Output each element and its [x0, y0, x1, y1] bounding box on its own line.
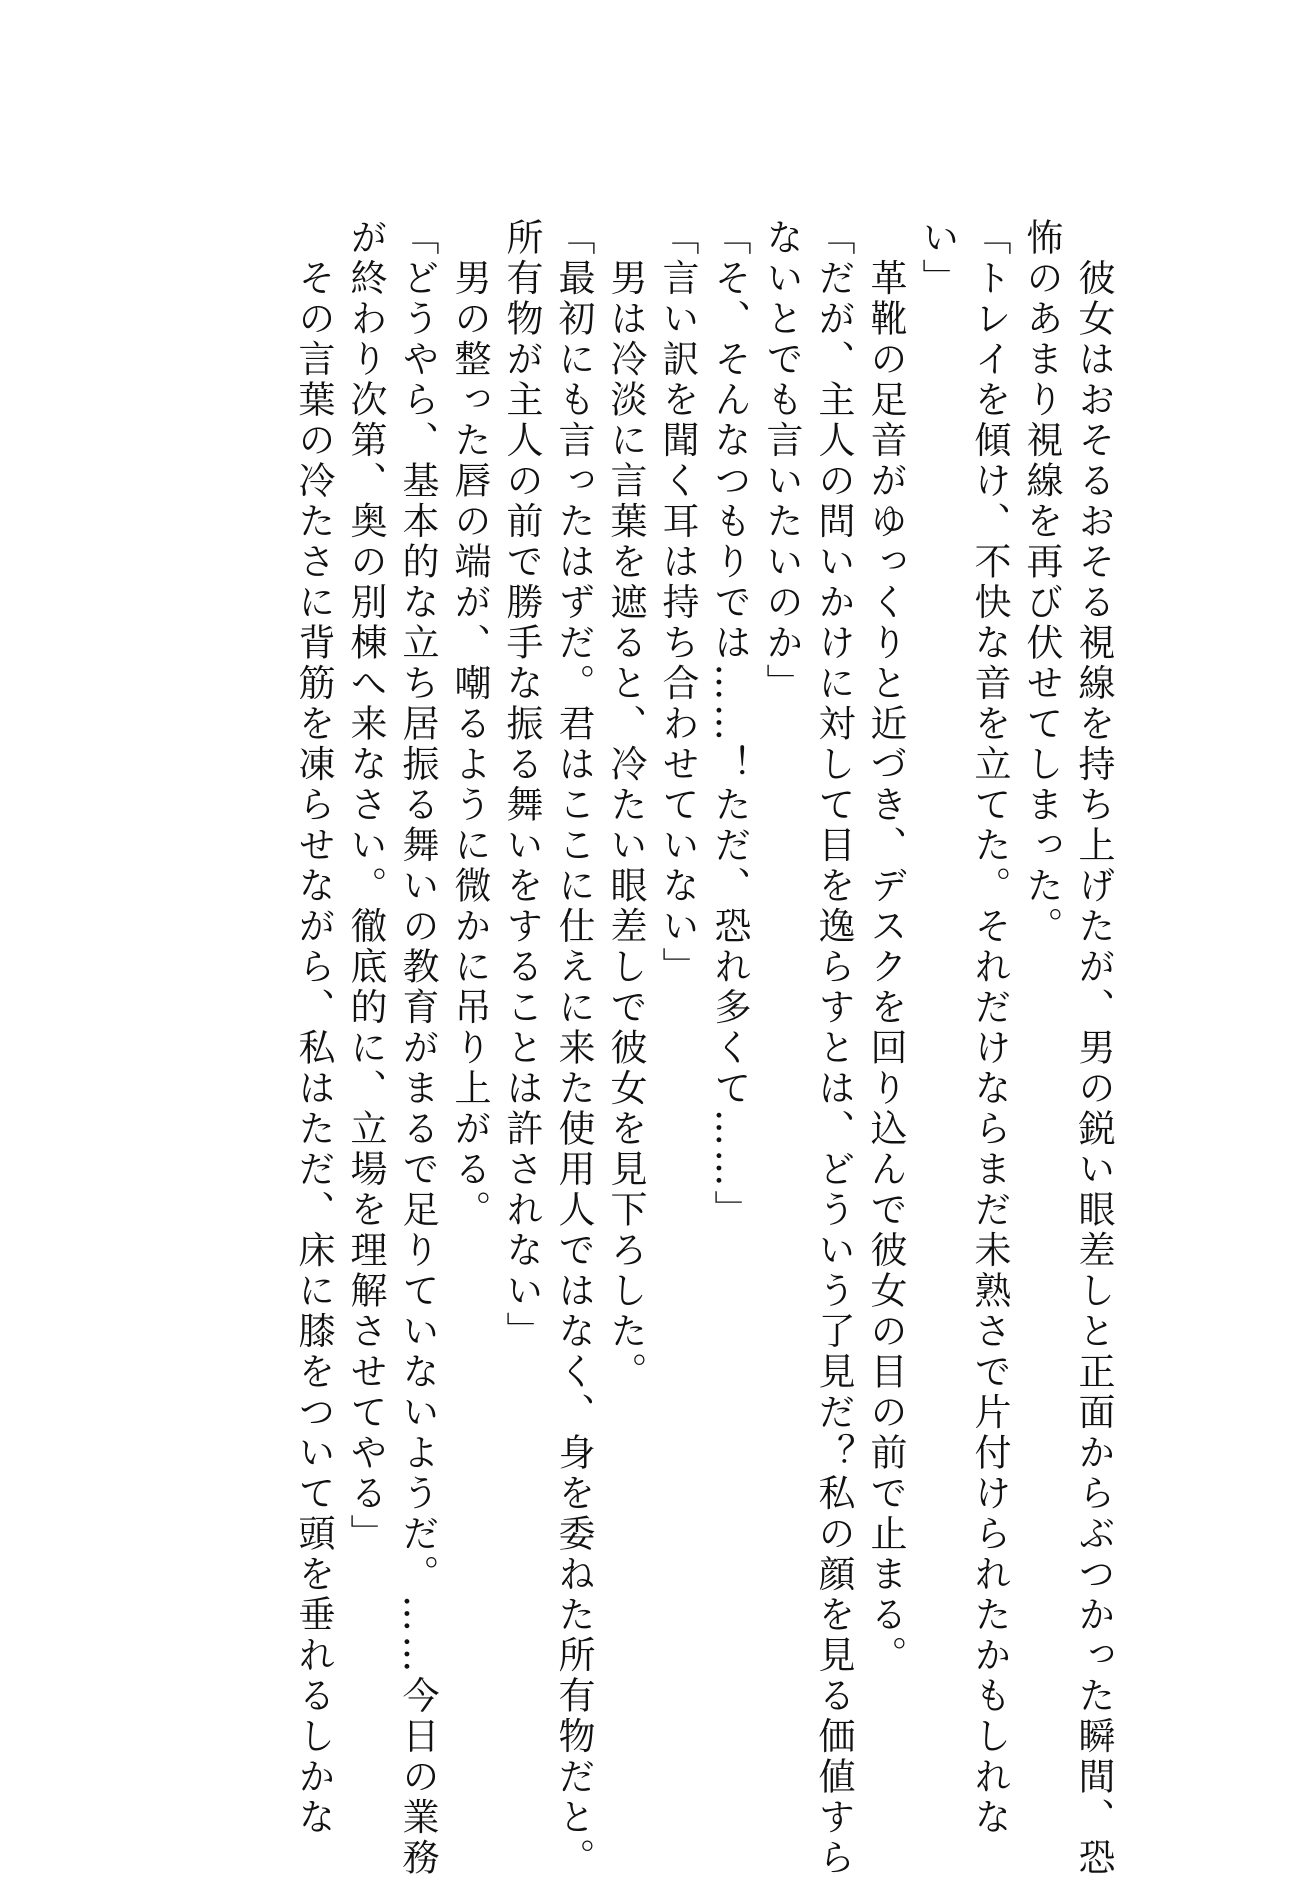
text-line: 男は冷淡に言葉を遮ると、冷たい眼差しで彼女を見下ろした。: [604, 218, 647, 1393]
text-line: 「どうやら、基本的な立ち居振る舞いの教育がまるで足りていないようだ。……今日の業務: [396, 218, 439, 1879]
text-line: い」: [916, 218, 959, 299]
text-line: 「そ、そんなつもりでは……！ただ、恐れ多くて……」: [708, 218, 751, 1231]
text-line: 「最初にも言ったはずだ。君はここに仕えに来た使用人ではなく、身を委ねた所有物だと。: [552, 218, 595, 1879]
text-line: その言葉の冷たさに背筋を凍らせながら、私はただ、床に膝をついて頭を垂れるしかな: [292, 218, 335, 1838]
text-line: が終わり次第、奥の別棟へ来なさい。徹底的に、立場を理解させてやる」: [344, 218, 387, 1555]
text-line: 怖のあまり視線を再び伏せてしまった。: [1020, 218, 1063, 947]
text-line: 彼女はおそるおそる視線を持ち上げたが、男の鋭い眼差しと正面からぶつかった瞬間、恐: [1072, 218, 1115, 1879]
text-line: 「言い訳を聞く耳は持ち合わせていない」: [656, 218, 699, 988]
body-text: [287, 218, 1119, 1879]
text-line: 所有物が主人の前で勝手な振る舞いをすることは許されない」: [500, 218, 543, 1352]
text-line: 「トレイを傾け、不快な音を立てた。それだけならまだ未熟さで片付けられたかもしれな: [968, 218, 1011, 1838]
text-line: 革靴の足音がゆっくりと近づき、デスクを回り込んで彼女の目の前で止まる。: [864, 218, 907, 1676]
text-line: ないとでも言いたいのか」: [760, 218, 803, 704]
text-line: 「だが、主人の問いかけに対して目を逸らすとは、どういう了見だ？私の顔を見る価値すら: [812, 218, 855, 1879]
text-line: 男の整った唇の端が、嘲るように微かに吊り上がる。: [448, 218, 491, 1231]
